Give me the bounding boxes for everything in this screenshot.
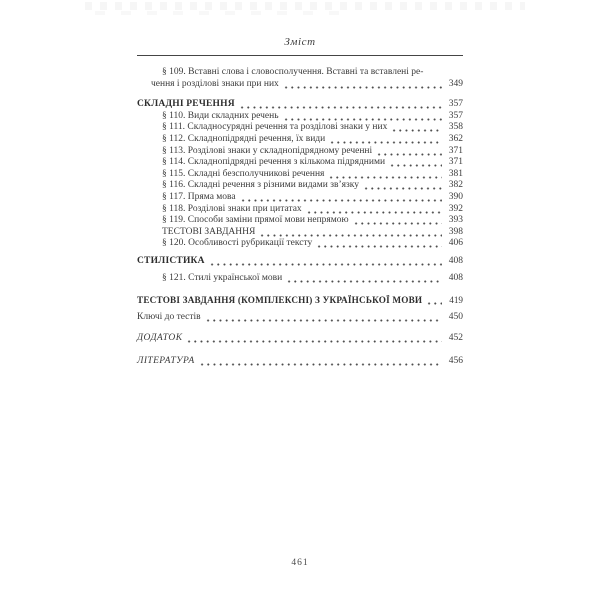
toc-entry-label: § 113. Розділові знаки у складнопідрядному реченні [162, 145, 373, 156]
toc-entry-109-line2: чення і розділові знаки при них [151, 78, 279, 89]
toc-entry-page: 381 [448, 168, 463, 179]
dot-leader [205, 319, 442, 322]
toc-entry-label: ТЕСТОВІ ЗАВДАННЯ [162, 226, 256, 237]
toc-entry-119 [137, 215, 463, 227]
toc-entry-page: 408 [448, 272, 463, 283]
toc-entry-label: Ключі до тестів [137, 311, 201, 322]
toc-entry-label: § 112. Складнопідрядні речення, їх види [162, 133, 326, 144]
dot-leader [283, 86, 442, 89]
toc-entry-page: 452 [448, 333, 463, 344]
dot-leader [426, 302, 442, 305]
toc-entry-page: 371 [448, 157, 463, 168]
toc-entry-label: § 116. Складні речення з різними видами зв’язку [162, 180, 360, 191]
toc-entry-116 [137, 180, 463, 192]
toc-entry-label: § 114. Складнопідрядні речення з кількома підрядними [162, 157, 386, 168]
toc-entry-page: 393 [448, 215, 463, 226]
toc-entry-109-page: 349 [448, 78, 463, 89]
dot-leader [199, 363, 442, 366]
toc-entry-113 [137, 146, 463, 158]
toc-entry-label: § 117. Пряма мова [162, 191, 236, 202]
toc-entry-page: 357 [448, 110, 463, 121]
toc-entry-page: 358 [448, 122, 463, 133]
toc-entry-110 [137, 111, 463, 123]
scan-artifacts [85, 2, 525, 10]
dot-leader [353, 222, 442, 225]
toc-entry-112 [137, 134, 463, 146]
toc-entry-label: § 115. Складні безсполучникові речення [162, 168, 325, 179]
dot-leader [306, 211, 442, 214]
dot-leader [239, 106, 442, 109]
toc-entry-klyuchi [137, 312, 463, 324]
dot-leader [391, 129, 442, 132]
toc-entry-label: § 111. Складносурядні речення та розділові знаки у них [162, 122, 388, 133]
toc-heading-page: 357 [448, 99, 463, 110]
toc-entry-120 [137, 238, 463, 250]
table-of-contents [137, 67, 463, 367]
dot-leader [316, 245, 442, 248]
toc-entry-page: 382 [448, 180, 463, 191]
dot-leader [283, 118, 442, 121]
dot-leader [389, 164, 442, 167]
toc-heading-label: ТЕСТОВІ ЗАВДАННЯ (КОМПЛЕКСНІ) З УКРАЇНСЬКОЇ МОВИ [137, 295, 423, 306]
toc-heading-page: 419 [449, 295, 463, 306]
header-rule [137, 55, 463, 56]
toc-heading-skladni-rechennya [137, 99, 463, 111]
toc-heading-stylistyka [137, 256, 463, 268]
dot-leader [363, 187, 442, 190]
toc-entry-page: 390 [448, 191, 463, 202]
toc-entry-label: § 119. Способи заміни прямої мови непрямою [162, 215, 349, 226]
dot-leader [286, 280, 442, 283]
toc-entry-121 [137, 273, 463, 285]
toc-entry-label: § 118. Розділові знаки при цитатах [162, 203, 302, 214]
toc-entry-label: § 120. Особливості рубрикації тексту [162, 238, 313, 249]
toc-heading-label: СТИЛІСТИКА [137, 255, 205, 266]
toc-entry-page: 362 [448, 133, 463, 144]
toc-entry-testovi-zavdannya [137, 227, 463, 239]
toc-entry-page: 392 [448, 203, 463, 214]
toc-entry-page: 450 [448, 311, 463, 322]
toc-entry-label: ЛІТЕРАТУРА [137, 355, 195, 366]
toc-entry-label: § 110. Види складних речень [162, 110, 279, 121]
toc-entry-118 [137, 204, 463, 216]
page-title: Зміст [284, 36, 316, 48]
toc-entry-111 [137, 122, 463, 134]
dot-leader [240, 199, 442, 202]
toc-heading-page: 408 [448, 255, 463, 266]
dot-leader [376, 153, 442, 156]
toc-entry-literatura [137, 356, 463, 368]
toc-entry-109 [137, 67, 463, 90]
toc-heading-testovi-kompleksni [137, 295, 463, 307]
dot-leader [186, 340, 442, 343]
toc-entry-109-line1: § 109. Вставні слова і словосполучення. Вставні та вставлені ре- [162, 67, 424, 77]
dot-leader [209, 263, 442, 266]
toc-entry-114 [137, 157, 463, 169]
dot-leader [329, 141, 442, 144]
toc-entry-dodatok [137, 333, 463, 345]
toc-entry-page: 456 [448, 355, 463, 366]
scan-artifacts-2 [95, 11, 355, 15]
dot-leader [259, 234, 442, 237]
toc-entry-label: ДОДАТОК [137, 333, 183, 344]
toc-entry-page: 371 [448, 145, 463, 156]
page-number: 461 [291, 558, 309, 568]
toc-entry-115 [137, 169, 463, 181]
dot-leader [328, 176, 442, 179]
toc-entry-page: 398 [448, 226, 463, 237]
toc-entry-117 [137, 192, 463, 204]
toc-entry-label: § 121. Стилі української мови [162, 272, 283, 283]
toc-heading-label: СКЛАДНІ РЕЧЕННЯ [137, 99, 235, 110]
toc-entry-page: 406 [448, 238, 463, 249]
